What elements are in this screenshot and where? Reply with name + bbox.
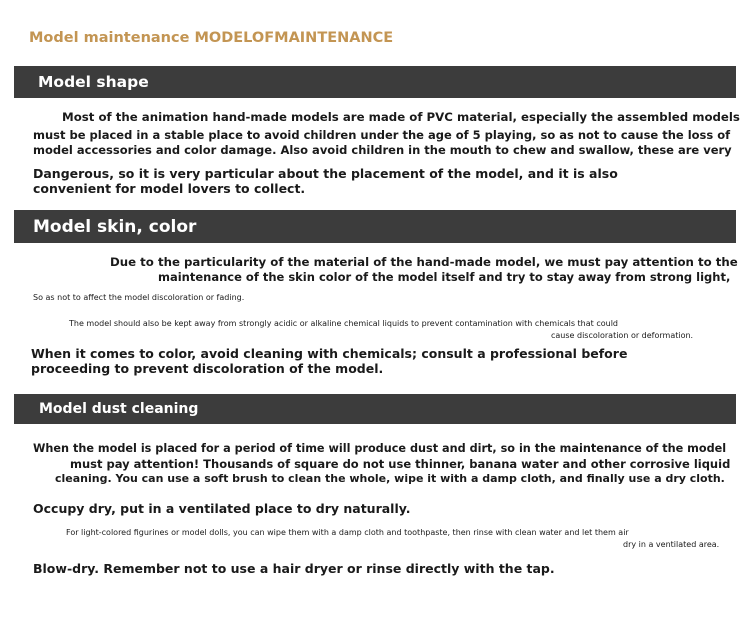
small-note-line: dry in a ventilated area. <box>623 540 720 549</box>
small-note-line: The model should also be kept away from strongly acidic or alkaline chemical liquids to prevent contamination with chemicals that could <box>69 319 618 328</box>
section-heading-model-shape <box>14 66 736 98</box>
paragraph-line: Dangerous, so it is very particular about the placement of the model, and it is also <box>33 166 618 181</box>
paragraph-line: must pay attention! Thousands of square do not use thinner, banana water and other corrosive liquid <box>70 457 731 471</box>
small-note-line: For light-colored figurines or model dolls, you can wipe them with a damp cloth and toothpaste, then rinse with clean water and let them air <box>66 528 629 537</box>
paragraph-line: must be placed in a stable place to avoid children under the age of 5 playing, so as not to cause the loss of <box>33 128 731 142</box>
paragraph-line: When the model is placed for a period of time will produce dust and dirt, so in the maintenance of the model <box>33 442 727 455</box>
paragraph-line: Blow-dry. Remember not to use a hair dryer or rinse directly with the tap. <box>33 561 555 576</box>
paragraph-line: convenient for model lovers to collect. <box>33 181 306 196</box>
section-heading-model-dust-cleaning <box>14 394 736 424</box>
paragraph-line: Occupy dry, put in a ventilated place to dry naturally. <box>33 501 411 516</box>
small-note-line: cause discoloration or deformation. <box>551 331 694 340</box>
paragraph-line: model accessories and color damage. Also avoid children in the mouth to chew and swallow, these are very <box>33 143 732 157</box>
paragraph-line: maintenance of the skin color of the model itself and try to stay away from strong light, <box>158 270 731 284</box>
paragraph-line: proceeding to prevent discoloration of the model. <box>31 361 384 376</box>
section-heading-label: Model skin, color <box>33 216 197 237</box>
page-title: Model maintenance MODELOFMAINTENANCE <box>29 30 394 46</box>
section-heading-label: Model shape <box>38 73 149 91</box>
section-heading-label: Model dust cleaning <box>39 401 199 417</box>
section-heading-model-skin-color <box>14 210 736 243</box>
small-note-line: So as not to affect the model discoloration or fading. <box>33 293 245 302</box>
paragraph-line: Due to the particularity of the material of the hand-made model, we must pay attention to the <box>110 255 738 269</box>
paragraph-line: Most of the animation hand-made models are made of PVC material, especially the assembled models <box>62 110 740 124</box>
paragraph-line: When it comes to color, avoid cleaning with chemicals; consult a professional before <box>31 346 628 361</box>
paragraph-line: cleaning. You can use a soft brush to clean the whole, wipe it with a damp cloth, and finally use a dry cloth. <box>55 472 725 485</box>
